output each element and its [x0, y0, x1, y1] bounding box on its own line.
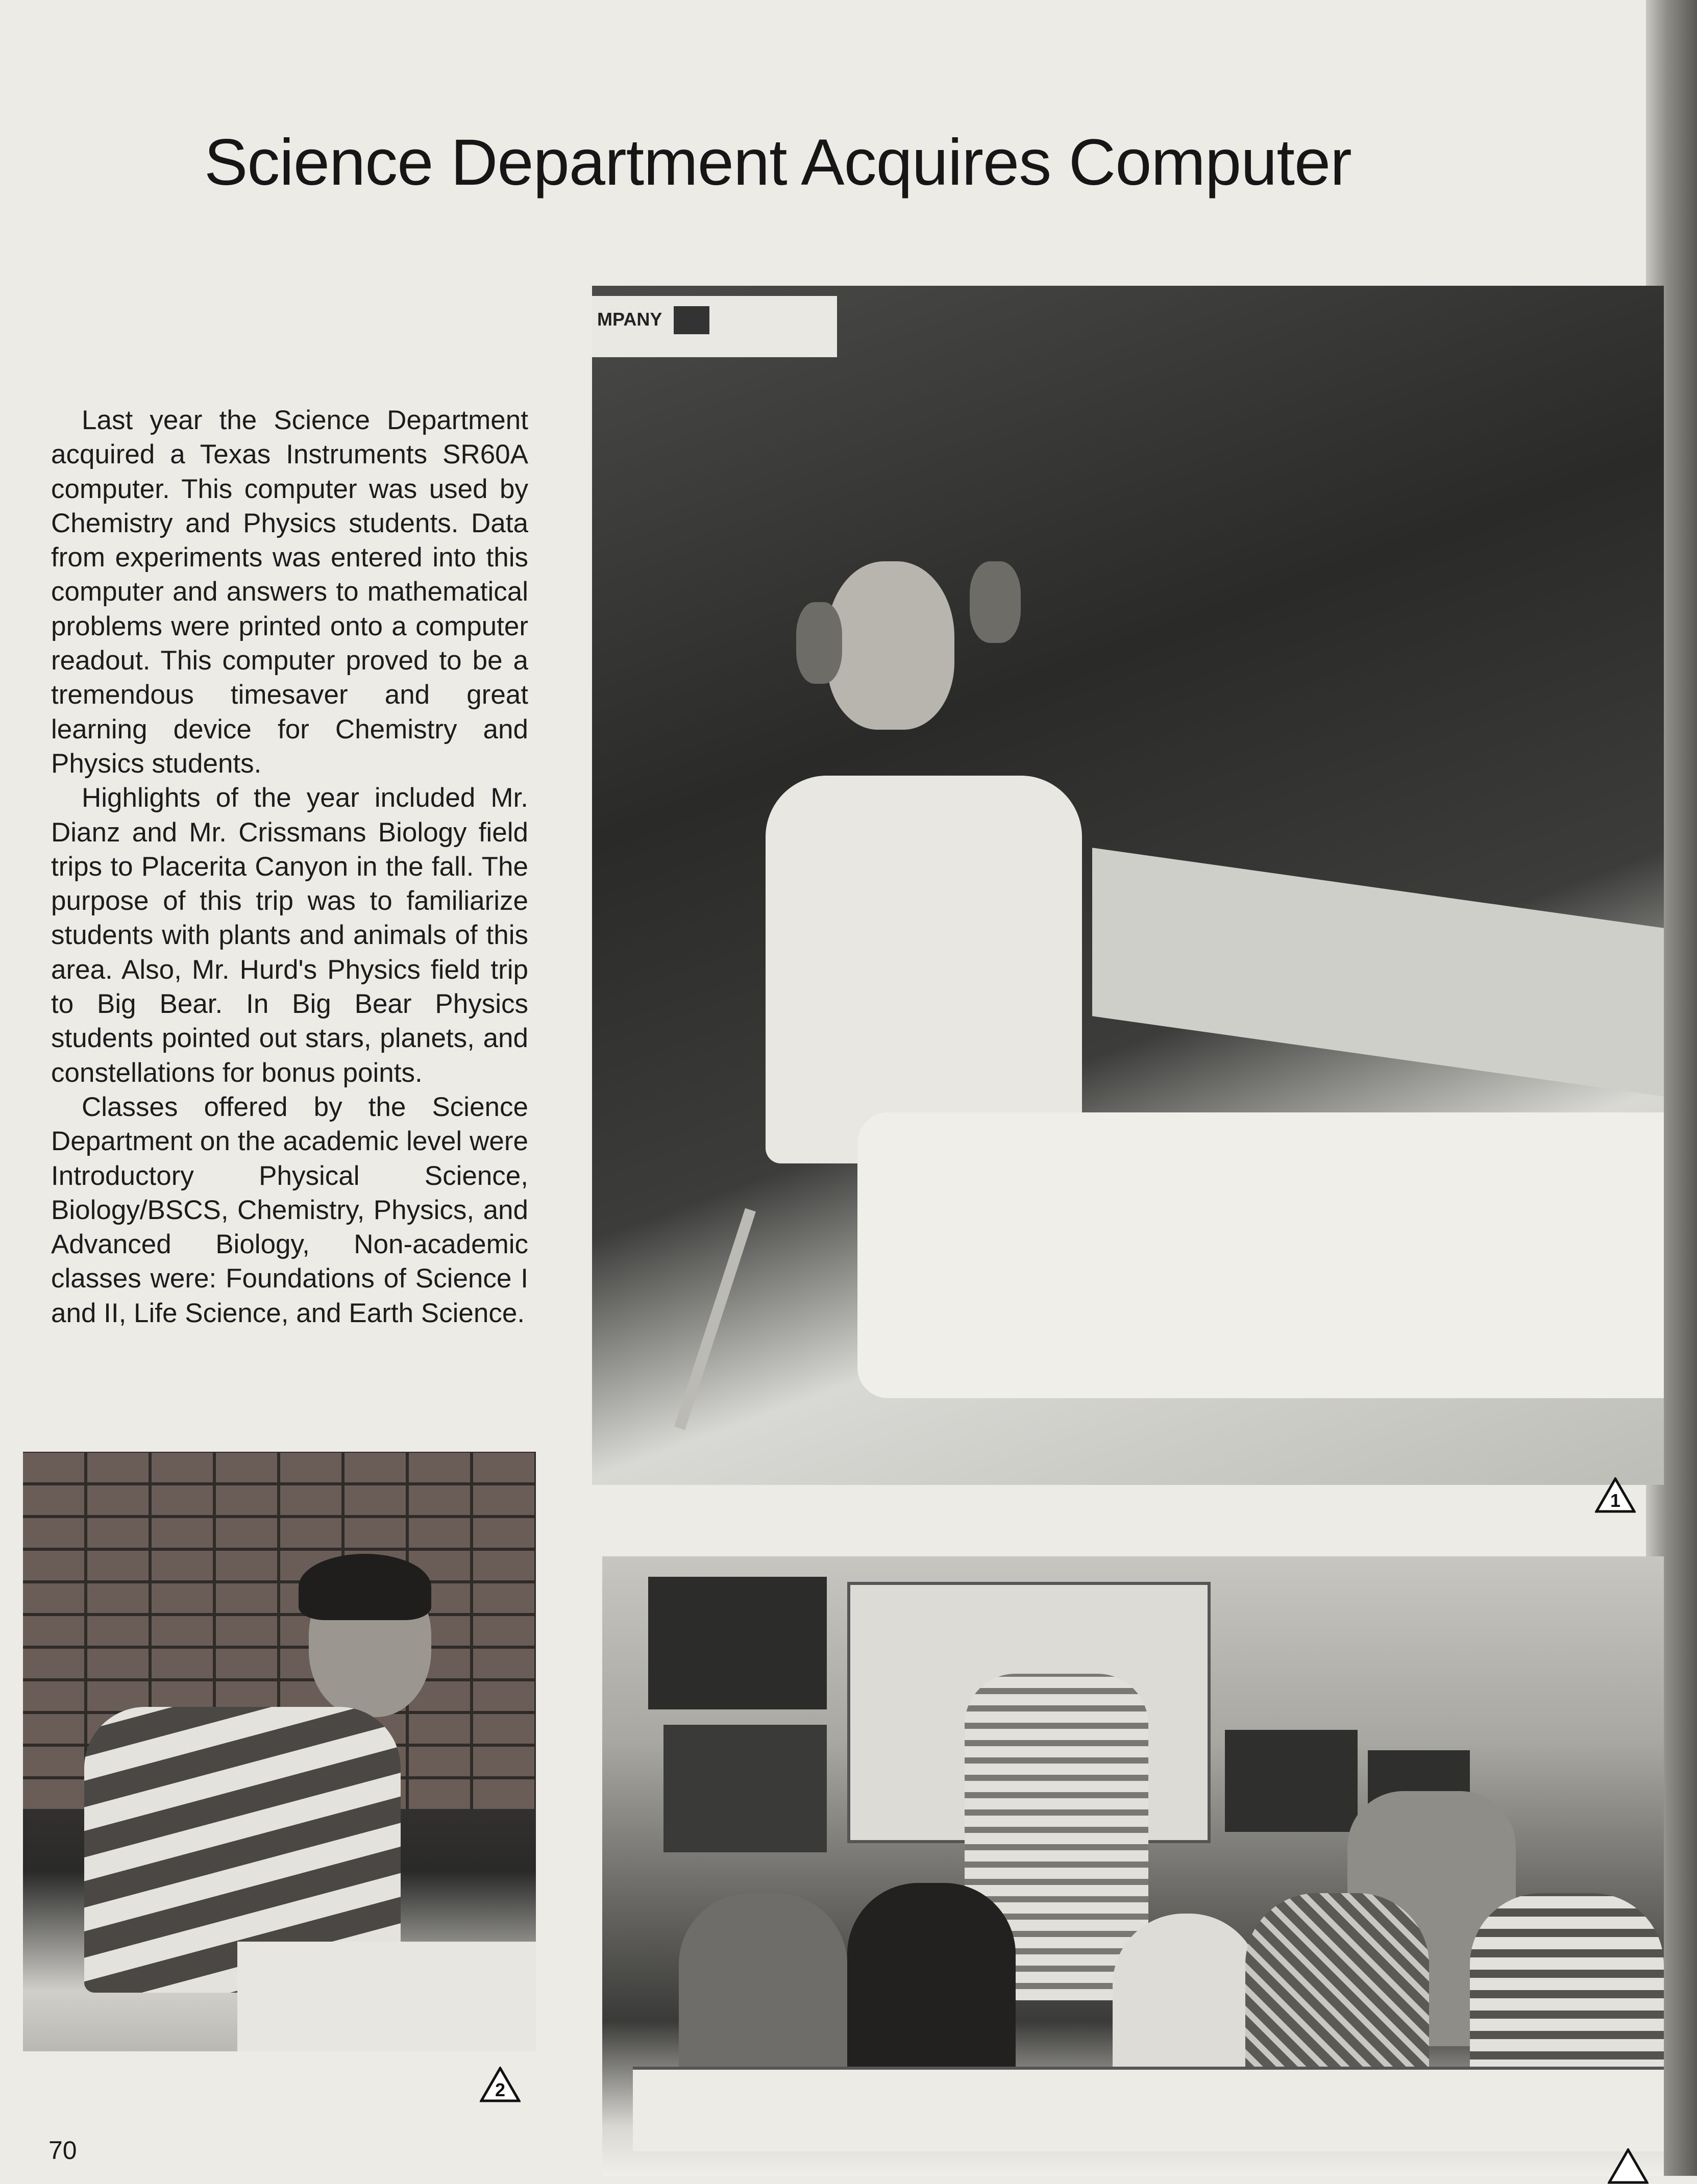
- person-seated-5: [1470, 1893, 1664, 2092]
- student-head: [827, 561, 954, 730]
- person-seated-4: [1245, 1893, 1429, 2092]
- photo-student-at-desk: [23, 1452, 536, 2051]
- wall-sign: [592, 296, 837, 357]
- student-hair: [299, 1554, 431, 1620]
- person-seated-1: [679, 1893, 847, 2092]
- page-number: 70: [48, 2136, 77, 2165]
- photo-badge-1: [1595, 1477, 1636, 1513]
- chair-leg: [674, 1208, 756, 1430]
- article-paragraph: Classes offered by the Science Department on the academic level were Introductory Physical Science, Biology/BSCS, Chemistry, Physics, and Advanced Biology, Non-academic classes were: Foundations of Science I and II, Life Science, and Earth Science.: [51, 1091, 528, 1328]
- headphone-right: [970, 561, 1021, 643]
- poster-solar-system: [648, 1577, 827, 1709]
- triangle-badge-icon: [1595, 1477, 1636, 1513]
- photo-science-faculty-group: [602, 1556, 1664, 2176]
- desk-paper: [237, 1942, 536, 2051]
- page-title: Science Department Acquires Computer: [204, 126, 1351, 199]
- photo-badge-3: [1608, 2148, 1649, 2184]
- wall-sign-logo: [674, 306, 709, 334]
- person-seated-2: [847, 1883, 1016, 2092]
- triangle-badge-icon: [480, 2067, 521, 2102]
- poster-solar-system-2: [663, 1725, 827, 1852]
- svg-text:1: 1: [1610, 1490, 1621, 1511]
- group-table: [633, 2067, 1664, 2151]
- triangle-badge-icon: [1608, 2148, 1649, 2184]
- article-paragraph: Highlights of the year included Mr. Dianz and Mr. Crissmans Biology field trips to Placerita Canyon in the fall. The purpose of this trip was to familiarize students with plants and animals of this area. Also, Mr. Hurd's Physics field trip to Big Bear. In Big Bear Physics students pointed out stars, planets, and constellations for bonus points.: [51, 783, 528, 1088]
- photo-student-with-headphones: [592, 286, 1664, 1485]
- photo-badge-2: [480, 2067, 521, 2102]
- headphone-left: [796, 602, 842, 684]
- table-surface: [1092, 848, 1664, 1096]
- poster-photo: [1225, 1730, 1358, 1832]
- person-seated-3: [1113, 1914, 1261, 2092]
- student-legs: [857, 1112, 1664, 1398]
- article-paragraph: Last year the Science Department acquired a Texas Instruments SR60A computer. This computer was used by Chemistry and Physics students. Data from experiments was entered into this computer and answers to mathematical problems were printed onto a computer readout. This computer proved to be a tremendous timesaver and great learning device for Chemistry and Physics students.: [51, 405, 528, 779]
- wall-sign-text: MPANY: [597, 309, 662, 330]
- svg-text:2: 2: [495, 2079, 506, 2100]
- article-body: [51, 403, 528, 1330]
- student-torso: [766, 776, 1082, 1163]
